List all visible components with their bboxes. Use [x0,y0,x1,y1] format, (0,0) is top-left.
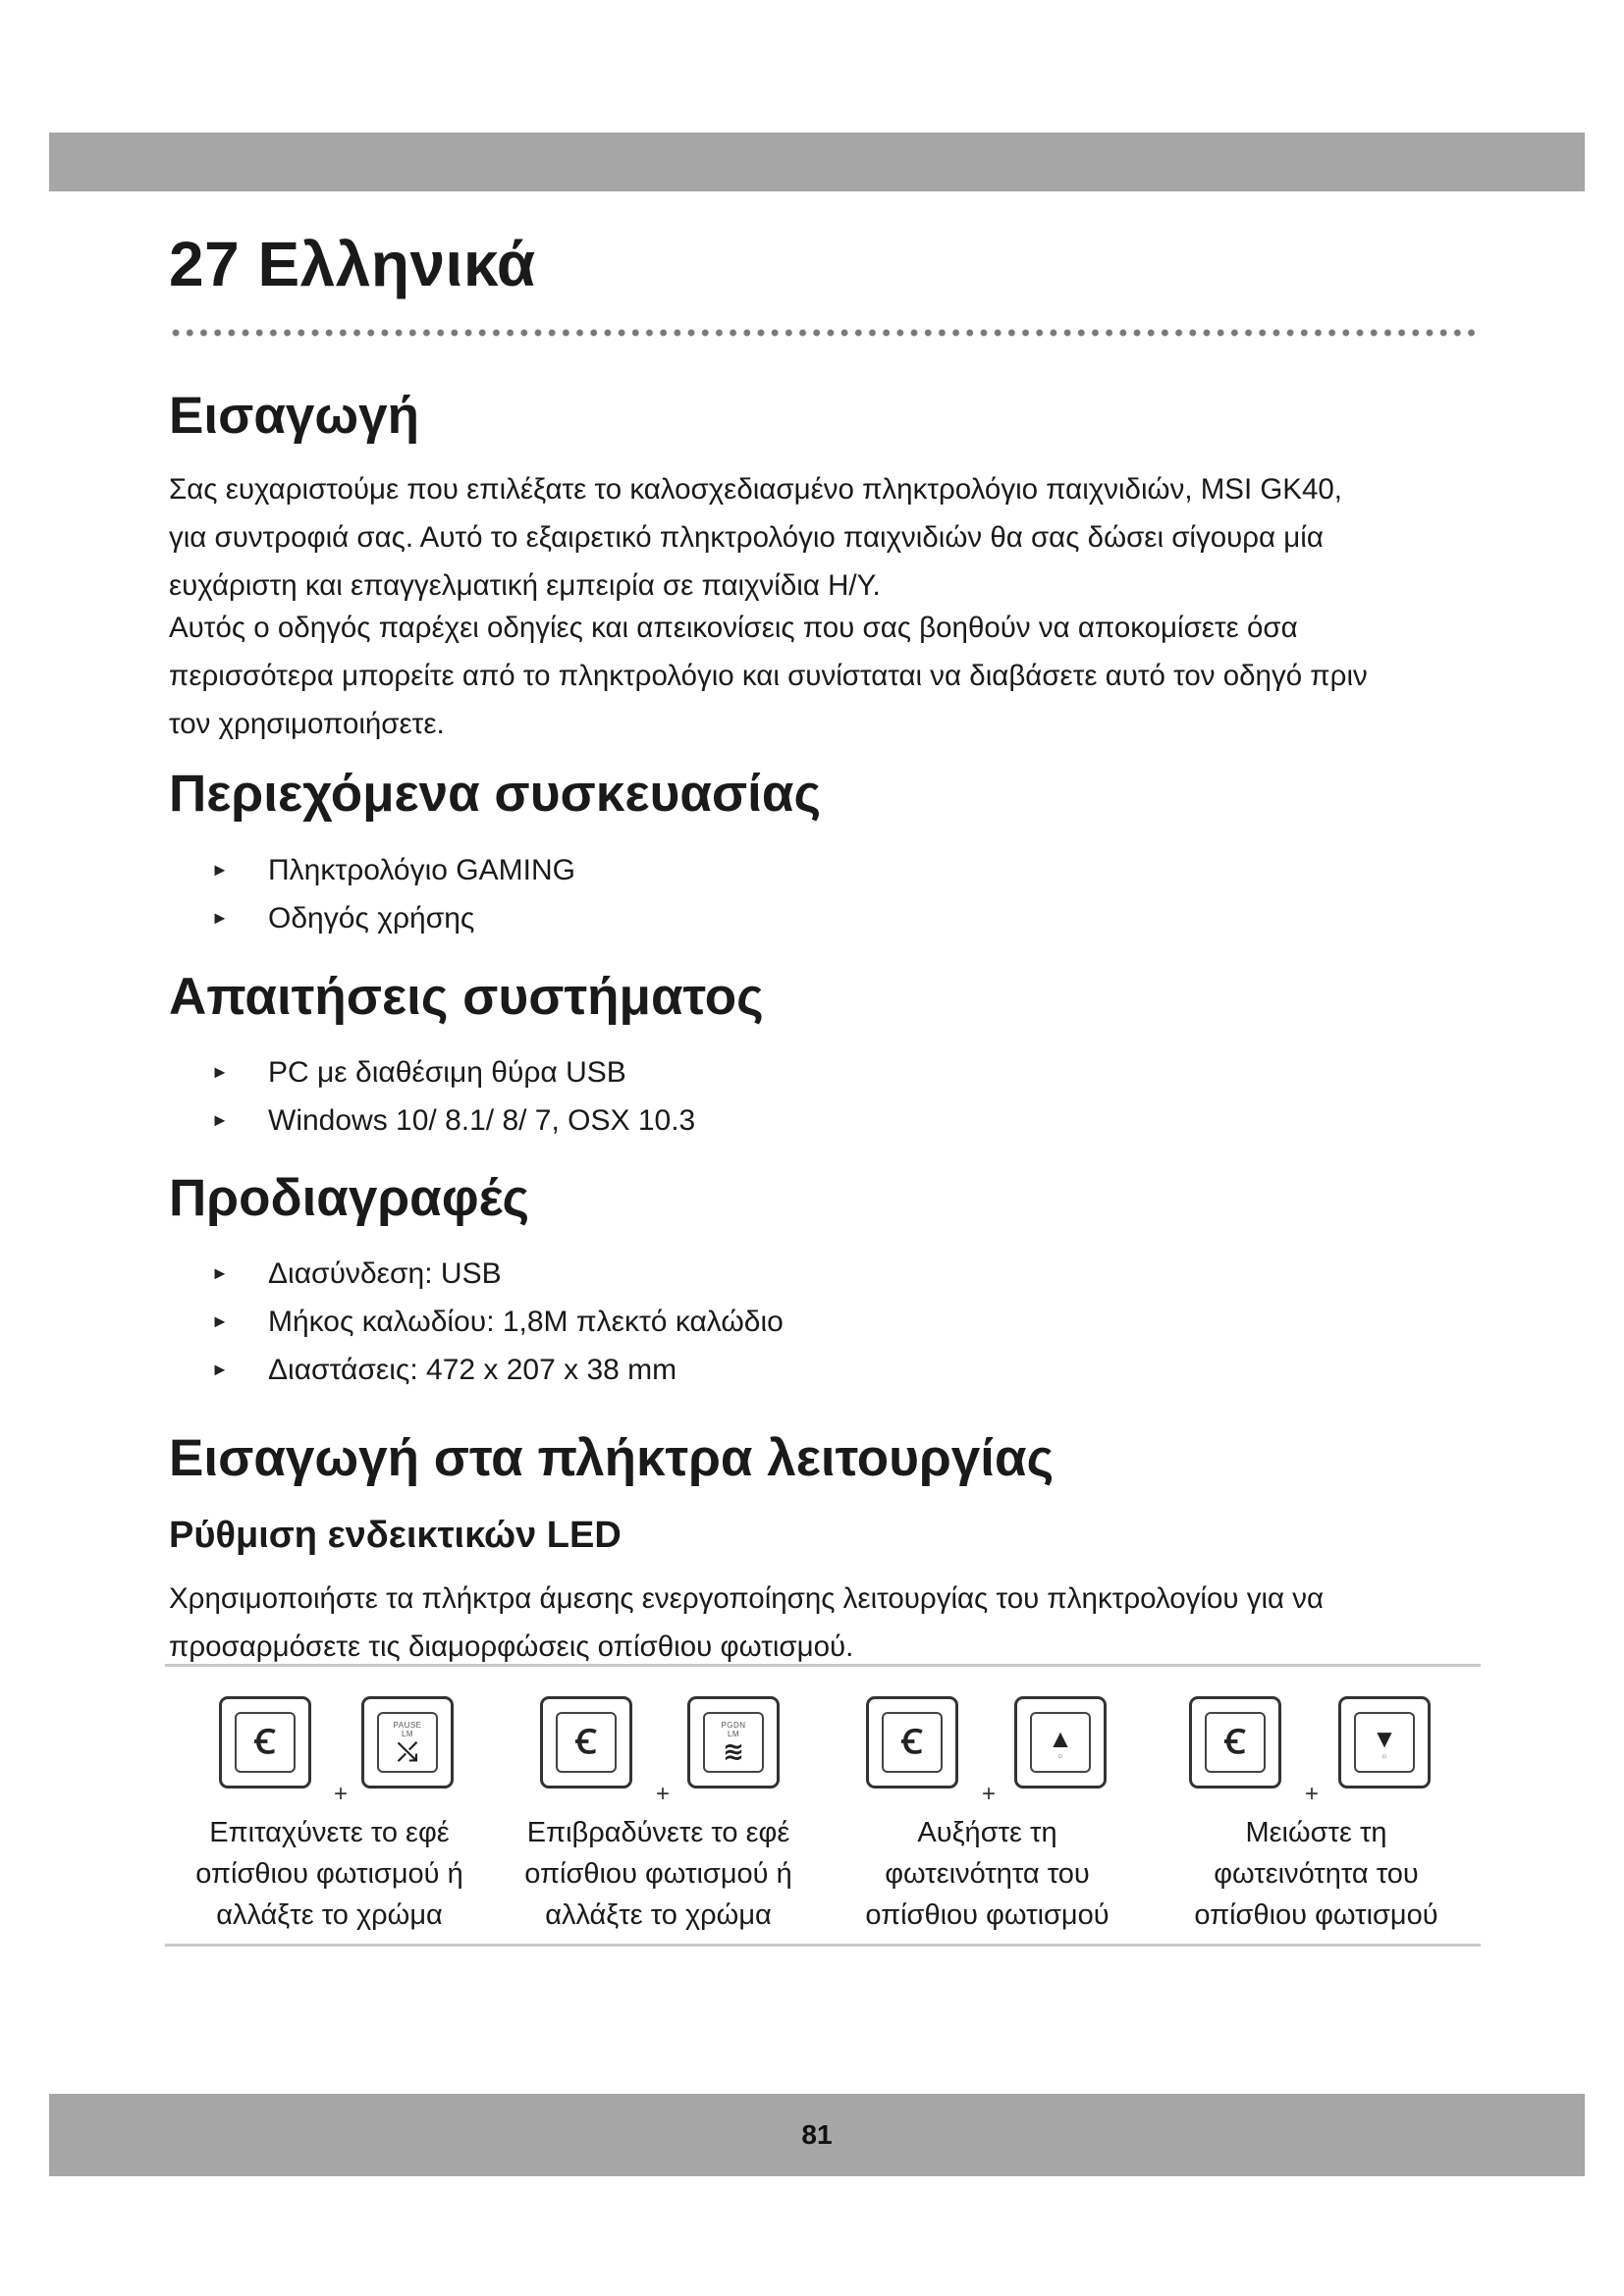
key-combo-cell [165,1667,494,1944]
key-combo-cell [823,1667,1152,1944]
list-item: ► Οδηγός χρήσης [211,894,575,942]
combo-caption: Επιβραδύνετε το εφέ οπίσθιου φωτισμού ή αλλάξτε το χρώμα [524,1817,792,1931]
intro-paragraph-1 [169,465,1485,610]
arrow-down-key: ▼ ☼ [1338,1696,1431,1789]
key-combo-cell [1152,1667,1481,1944]
plus-sign: + [1305,1781,1320,1807]
bullet-arrow-icon: ► [211,1110,229,1130]
msi-dragon-icon: Ꞓ [575,1724,597,1761]
intro-paragraph-2 [169,604,1485,748]
bullet-arrow-icon: ► [211,1311,229,1331]
key-combo-table [165,1664,1481,1947]
header-band [49,133,1585,191]
intro-heading: Εισαγωγή [169,387,420,445]
intro-line: τον χρησιμοποιήσετε. [169,708,445,740]
list-item: ► Πληκτρολόγιο GAMING [211,846,575,894]
specs-heading: Προδιαγραφές [169,1169,530,1227]
msi-dragon-icon: Ꞓ [901,1724,923,1761]
list-item: ► Windows 10/ 8.1/ 8/ 7, OSX 10.3 [211,1096,695,1145]
list-item: ► PC με διαθέσιμη θύρα USB [211,1048,695,1096]
footer-band [49,2094,1585,2176]
intro-line: ευχάριστη και επαγγελματική εμπειρία σε παιχνίδια Η/Υ. [169,569,881,602]
plus-sign: + [334,1781,349,1807]
page-down-light-mode-icon: ≋ [723,1736,744,1766]
combo-caption: Μειώστε τη φωτεινότητα του οπίσθιου φωτισμού [1194,1817,1438,1931]
msi-fn-key [219,1696,311,1789]
page-number: 81 [801,2119,833,2150]
pause-key: PAUSE LM ⤯ [361,1696,454,1789]
function-keys-paragraph [169,1575,1485,1671]
msi-dragon-icon: Ꞓ [1224,1724,1246,1761]
key-combo-cell [494,1667,823,1944]
msi-dragon-icon: Ꞓ [254,1724,276,1761]
intro-line: για συντροφιά σας. Αυτό το εξαιρετικό πληκτρολόγιο παιχνιδιών θα σας δώσει σίγουρα μία [169,521,1324,554]
pause-light-mode-icon: ⤯ [397,1736,418,1766]
paragraph-line: προσαρμόσετε τις διαμορφώσεις οπίσθιου φωτισμού. [169,1630,854,1663]
combo-caption: Αυξήστε τη φωτεινότητα του οπίσθιου φωτισμού [865,1817,1110,1931]
list-item: ► Διασύνδεση: USB [211,1250,784,1298]
msi-fn-key [540,1696,632,1789]
dotted-divider [169,328,1475,338]
bullet-arrow-icon: ► [211,908,229,928]
bullet-arrow-icon: ► [211,1360,229,1379]
msi-fn-key [866,1696,958,1789]
combo-caption: Επιταχύνετε το εφέ οπίσθιου φωτισμού ή αλλάξτε το χρώμα [195,1817,463,1931]
intro-line: Σας ευχαριστούμε που επιλέξατε το καλοσχεδιασμένο πληκτρολόγιο παιχνιδιών, MSI GK40, [169,473,1342,506]
plus-sign: + [656,1781,671,1807]
bullet-arrow-icon: ► [211,860,229,880]
list-item: ► Διαστάσεις: 472 x 207 x 38 mm [211,1346,784,1394]
intro-line: Αυτός ο οδηγός παρέχει οδηγίες και απεικονίσεις που σας βοηθούν να αποκομίσετε όσα [169,612,1298,644]
page-down-key: PGDN LM ≋ [687,1696,780,1789]
msi-fn-key [1189,1696,1281,1789]
arrow-down-brightness-icon: ▼ [1372,1723,1397,1753]
plus-sign: + [982,1781,997,1807]
specs-list [211,1250,784,1394]
paragraph-line: Χρησιμοποιήστε τα πλήκτρα άμεσης ενεργοποίησης λειτουργίας του πληκτρολογίου για να [169,1582,1325,1615]
intro-line: περισσότερα μπορείτε από το πληκτρολόγιο και συνίσταται να διαβάσετε αυτό τον οδηγό πριν [169,660,1368,692]
arrow-up-key: ▲ ☼ [1014,1696,1107,1789]
arrow-up-brightness-icon: ▲ [1048,1723,1073,1753]
requirements-heading: Απαιτήσεις συστήματος [169,968,764,1026]
led-settings-subheading: Ρύθμιση ενδεικτικών LED [169,1515,622,1556]
requirements-list [211,1048,695,1145]
bullet-arrow-icon: ► [211,1263,229,1283]
package-heading: Περιεχόμενα συσκευασίας [169,765,822,823]
list-item: ► Μήκος καλωδίου: 1,8M πλεκτό καλώδιο [211,1298,784,1346]
function-keys-heading: Εισαγωγή στα πλήκτρα λειτουργίας [169,1429,1055,1487]
bullet-arrow-icon: ► [211,1062,229,1082]
package-list [211,846,575,942]
chapter-title: 27 Ελληνικά [169,229,536,299]
